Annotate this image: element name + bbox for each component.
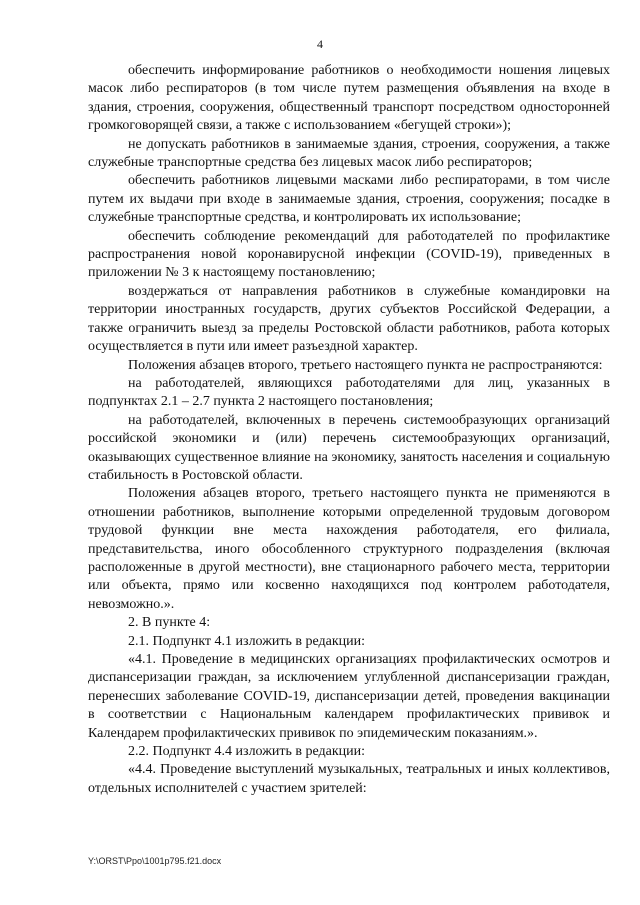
paragraph: на работодателей, являющихся работодателями для лиц, указанных в подпунктах 2.1 – 2.7 пункта 2 настоящего постановления; [88,375,610,410]
paragraph: не допускать работников в занимаемые здания, строения, сооружения, а также служебные транспортные средства без лицевых масок либо респираторов; [88,136,610,171]
paragraph: 2. В пункте 4: [128,615,211,631]
paragraph: 2.1. Подпункт 4.1 изложить в редакции: [128,633,366,649]
paragraph: 2.2. Подпункт 4.4 изложить в редакции: [128,744,366,760]
paragraph: на работодателей, включенных в перечень системообразующих организаций российской экономики и (или) перечень системообразующих организаций, оказывающих существенное влияние на экономику, занятость населения и социальную стабильность в Ростовской области. [88,412,610,483]
paragraph: обеспечить соблюдение рекомендаций для работодателей по профилактике распространения новой коронавирусной инфекции (COVID-19), приведенных в приложении № 3 к настоящему постановлению; [88,228,610,281]
document-body [88,62,610,798]
page-number: 4 [317,37,323,51]
paragraph: обеспечить работников лицевыми масками либо респираторами, в том числе путем их выдачи при входе в занимаемые здания, строения, сооружения; посадке в служебные транспортные средства, и контролировать их использование; [88,173,610,226]
paragraph: Положения абзацев второго, третьего настоящего пункта не распространяются: [128,357,603,373]
paragraph: «4.1. Проведение в медицинских организациях профилактических осмотров и диспансеризации граждан, за исключением углубленной диспансеризации граждан, перенесших заболевание COVID-19, диспансеризации детей, проведения вакцинации в соответствии с Национальным календарем профилактических прививок и Календарем профилактических прививок по эпидемическим показаниям.». [88,652,610,741]
footer-file-path: Y:\ORST\Ppo\1001p795.f21.docx [88,856,222,866]
paragraph: Положения абзацев второго, третьего настоящего пункта не применяются в отношении работников, выполнение которыми определенной трудовым договором трудовой функции вне места нахождения работодателя, его филиала, представительства, иного обособленного структурного подразделения (включая расположенные в другой местности), вне стационарного рабочего места, территории или объекта, прямо или косвенно находящихся под контролем работодателя, невозможно.». [88,486,610,612]
paragraph: «4.4. Проведение выступлений музыкальных, театральных и иных коллективов, отдельных исполнителей с участием зрителей: [88,762,610,796]
paragraph: обеспечить информирование работников о необходимости ношения лицевых масок либо респираторов (в том числе путем размещения объявления на входе в здания, строения, сооружения, общественный транспорт посредством односторонней громкоговорящей связи, а также с использованием «бегущей строки»); [88,63,610,134]
paragraph: воздержаться от направления работников в служебные командировки на территории иностранных государств, других субъектов Российской Федерации, а также ограничить выезд за пределы Ростовской области работников, работа которых осуществляется в пути или имеет разъездной характер. [88,283,610,355]
